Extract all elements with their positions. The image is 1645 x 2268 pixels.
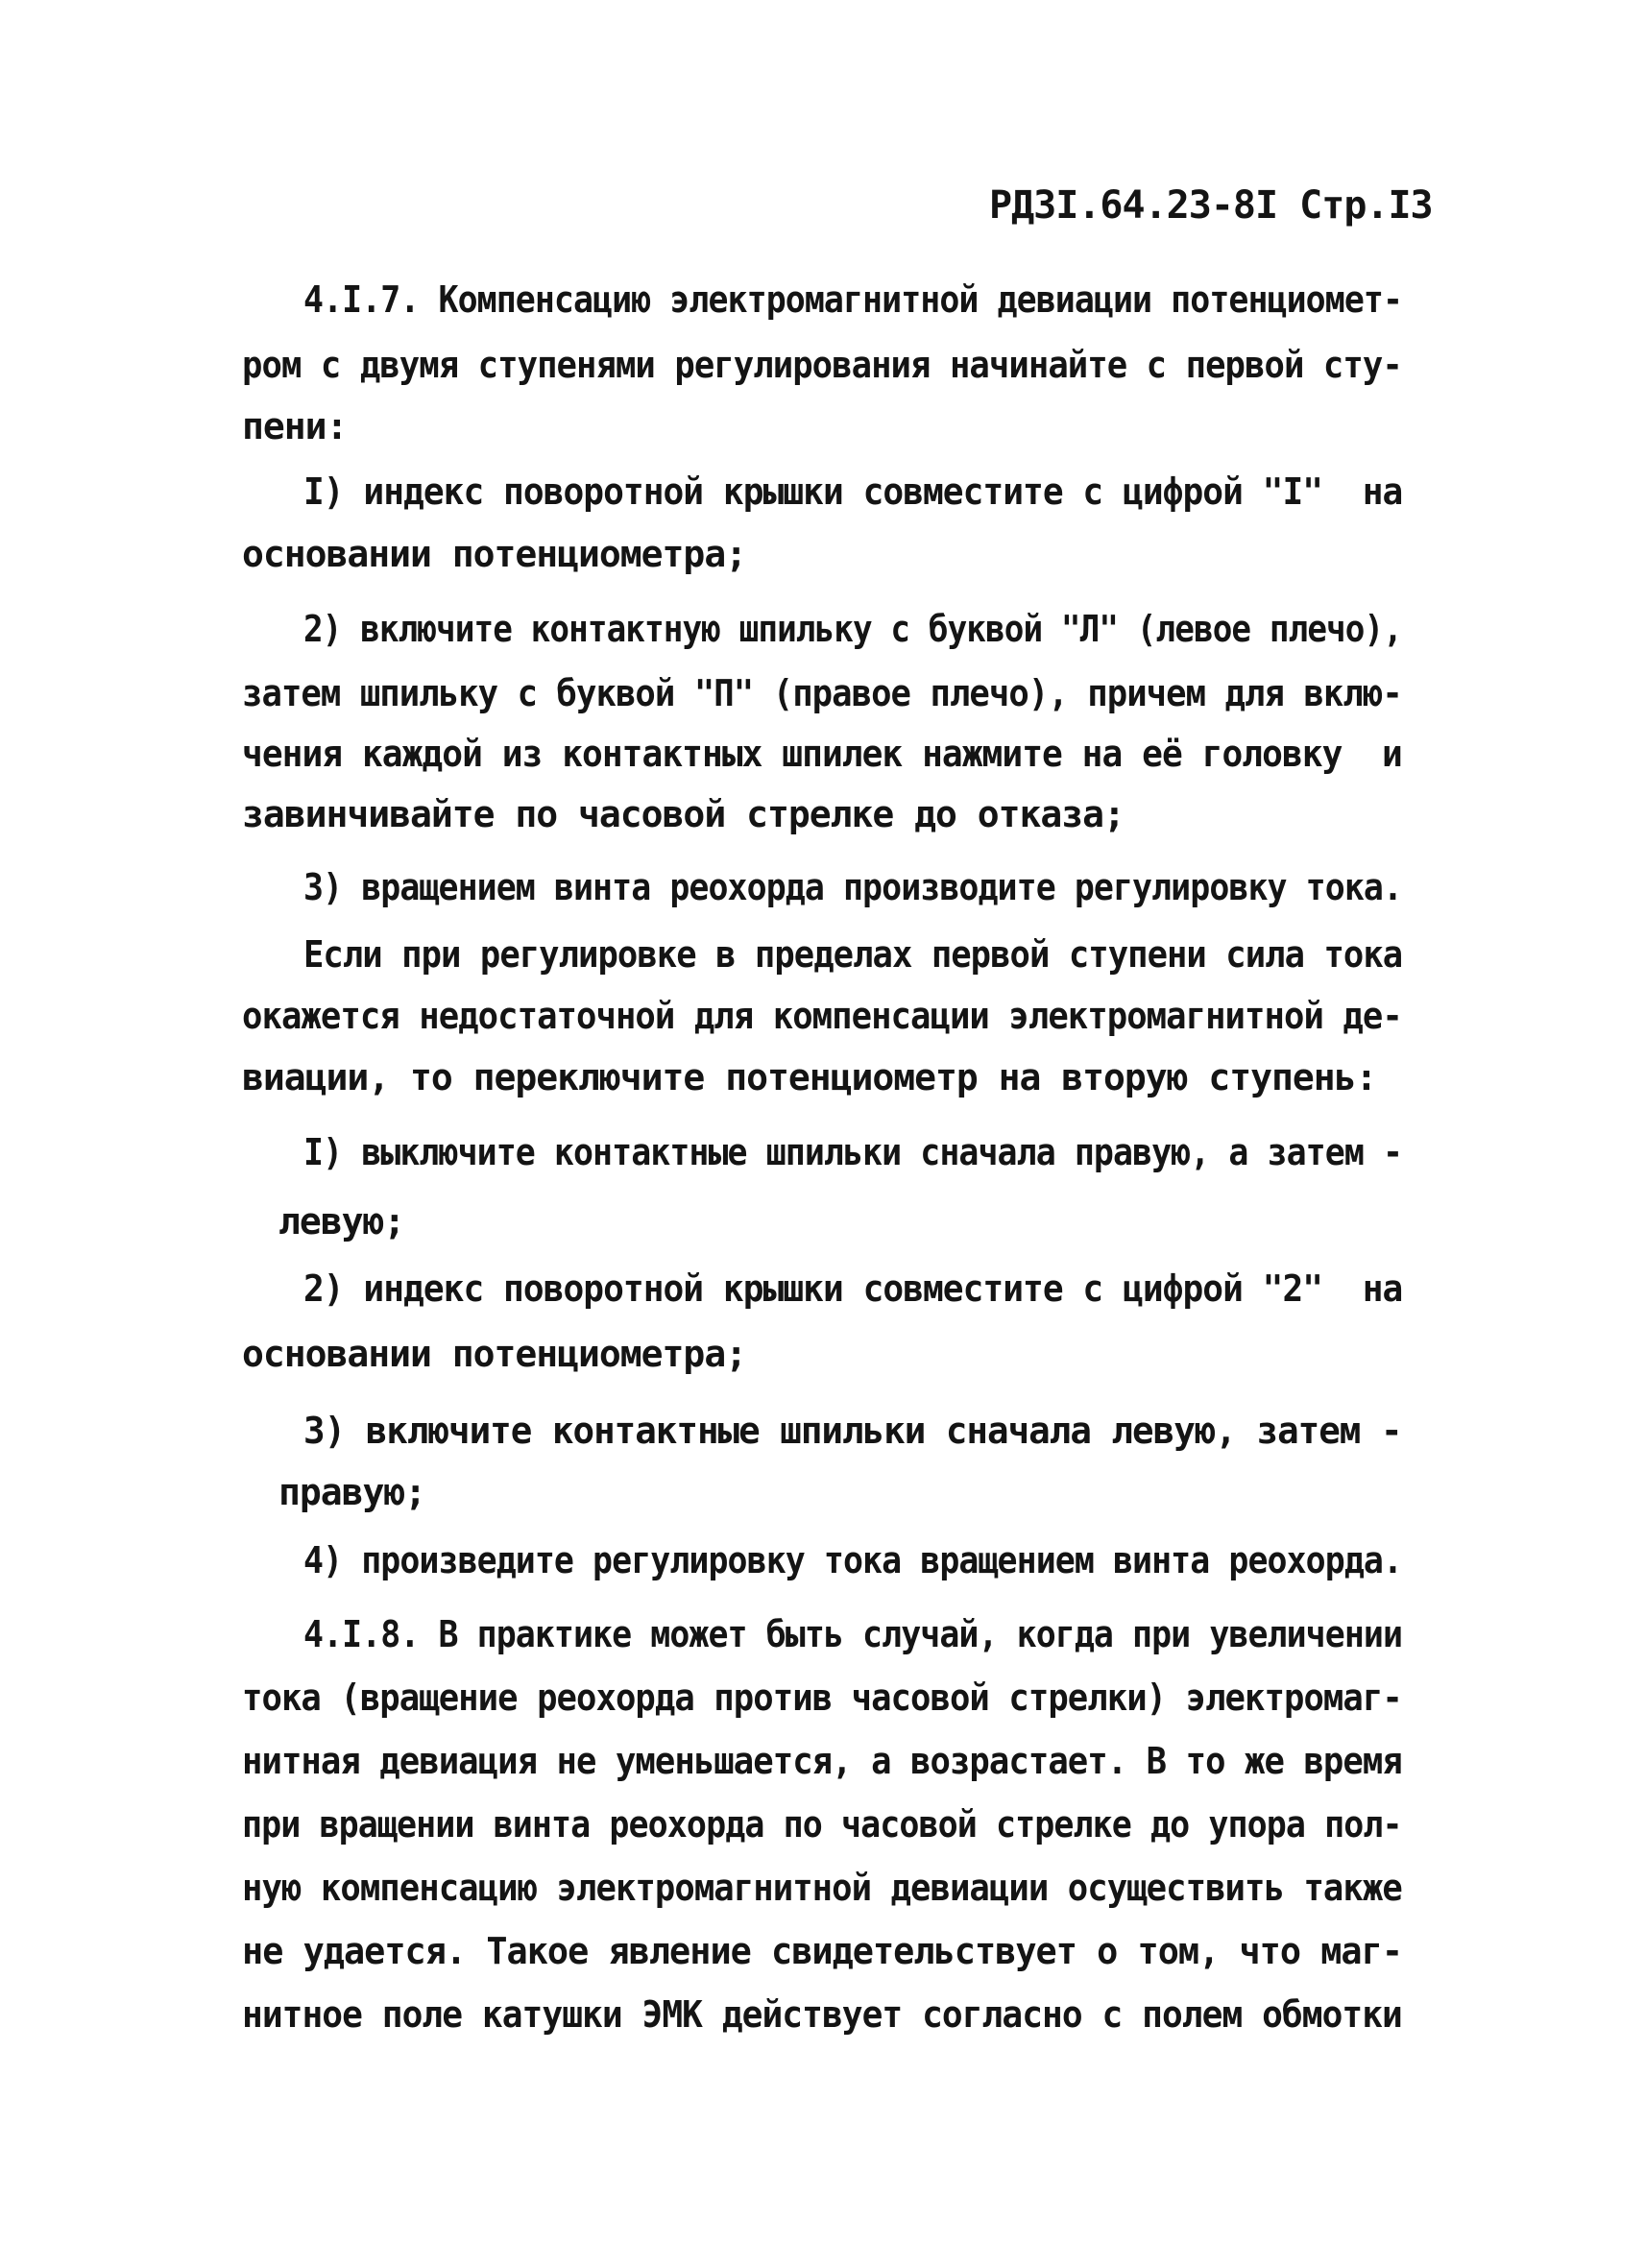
text-line: затем шпильку с буквой "П" (правое плечо), причем для вклю- [242,672,1402,714]
text-line: нитное поле катушки ЭМК действует согласно с полем обмотки [242,1993,1402,2036]
text-line: 4.I.8. В практике может быть случай, когда при увеличении [303,1613,1403,1655]
text-line: 2) индекс поворотной крышки совместите с цифрой "2" на [303,1267,1403,1310]
text-line: виации, то переключите потенциометр на вторую ступень: [242,1056,1377,1098]
page-header: РДЗI.64.23-8I Стр.I3 [989,183,1433,228]
text-line: I) индекс поворотной крышки совместите с цифрой "I" на [303,470,1403,513]
text-line: основании потенциометра; [242,533,747,575]
text-line: 4) произведите регулировку тока вращением винта реохорда. [303,1539,1403,1581]
text-line: окажется недостаточной для компенсации электромагнитной де- [242,995,1402,1037]
text-line: правую; [278,1471,426,1513]
text-line: левую; [278,1200,405,1243]
text-line: 4.I.7. Компенсацию электромагнитной девиации потенциомет- [303,278,1403,321]
text-line: ную компенсацию электромагнитной девиации осуществить также [242,1867,1402,1909]
text-line: 3) вращением винта реохорда производите регулировку тока. [303,866,1403,908]
text-line: нитная девиация не уменьшается, а возрастает. В то же время [242,1740,1402,1782]
text-line: пени: [242,405,348,447]
text-line: при вращении винта реохорда по часовой стрелке до упора пол- [242,1803,1402,1846]
text-line: завинчивайте по часовой стрелке до отказа; [242,793,1125,835]
text-line: не удается. Такое явление свидетельствует о том, что маг- [242,1930,1403,1972]
text-line: чения каждой из контактных шпилек нажмите на её головку и [242,733,1402,775]
text-line: тока (вращение реохорда против часовой стрелки) электромаг- [242,1677,1402,1719]
text-line: 2) включите контактную шпильку с буквой "Л" (левое плечо), [303,608,1402,650]
text-line: основании потенциометра; [242,1333,747,1375]
text-line: ром с двумя ступенями регулирования начинайте с первой сту- [242,344,1402,386]
text-line: Если при регулировке в пределах первой ступени сила тока [303,933,1403,976]
text-line: 3) включите контактные шпильки сначала левую, затем - [303,1410,1402,1452]
text-line: I) выключите контактные шпильки сначала правую, а затем - [303,1131,1403,1173]
